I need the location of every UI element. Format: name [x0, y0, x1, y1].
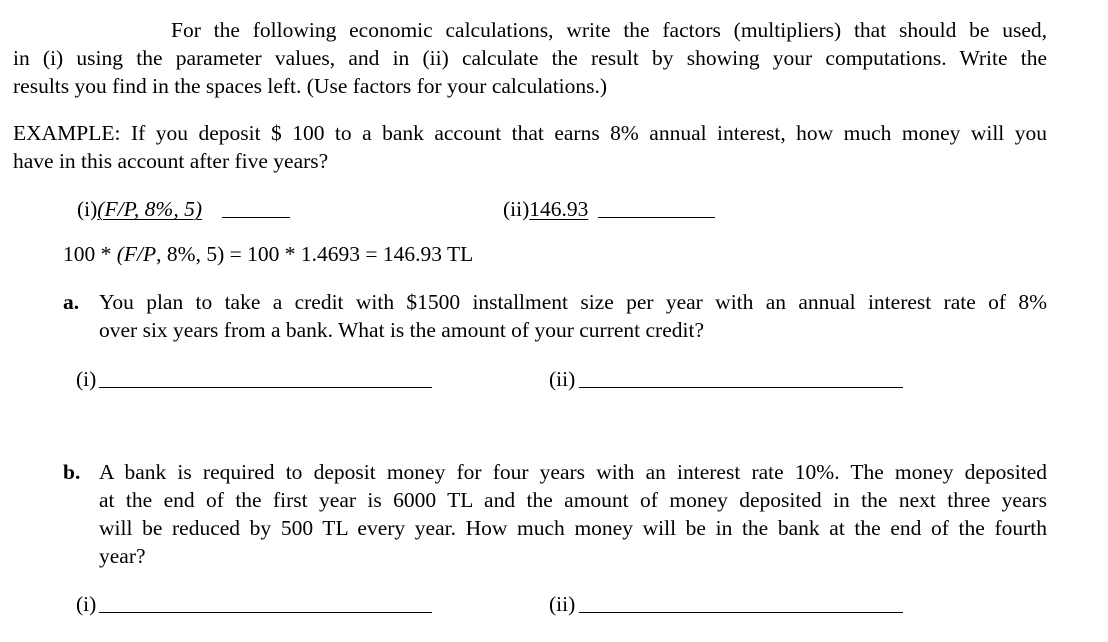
example-part-ii-answer: 146.93 [529, 197, 589, 221]
question-b-text [99, 458, 1047, 570]
question-b-part-ii-label: (ii) [549, 592, 576, 616]
example-calc-prefix: 100 * [63, 242, 117, 266]
example-part-i-line [222, 217, 290, 218]
instructions-line-3: results you find in the spaces left. (Use factors for your calculations.) [13, 74, 608, 98]
question-b-letter: b. [63, 460, 81, 484]
question-a-line-1: You plan to take a credit with $1500 installment size per year with an annual interest rate of 8% [99, 290, 1047, 314]
example-part-ii-label: (ii) [503, 197, 530, 221]
question-a-text [99, 288, 1047, 344]
example-paragraph [13, 119, 1047, 175]
question-a-letter: a. [63, 290, 80, 314]
example-part-ii [503, 195, 588, 223]
instructions-paragraph [13, 16, 1053, 100]
example-line-1: EXAMPLE: If you deposit $ 100 to a bank account that earns 8% annual interest, how much money will you [13, 121, 1047, 145]
question-b-line-2: at the end of the first year is 6000 TL and the amount of money deposited in the next three years [99, 488, 1047, 512]
question-b-part-i-label: (i) [76, 592, 97, 616]
example-part-i [77, 195, 202, 223]
example-calculation [63, 240, 473, 268]
example-part-ii-line [598, 217, 715, 218]
question-b-part-ii-answer-line[interactable] [579, 612, 903, 613]
question-a-part-ii-answer-line[interactable] [579, 387, 903, 388]
question-a-part-i-answer-line[interactable] [99, 387, 432, 388]
question-b-line-1: A bank is required to deposit money for four years with an interest rate 10%. The money deposited [99, 460, 1047, 484]
instructions-line-1: For the following economic calculations, write the factors (multipliers) that should be used, [171, 18, 1047, 42]
example-line-2: have in this account after five years? [13, 149, 329, 173]
question-b-line-4: year? [99, 544, 146, 568]
question-b-line-3: will be reduced by 500 TL every year. How much money will be in the bank at the end of the fourth [99, 516, 1047, 540]
example-calc-suffix: , 8%, 5) = 100 * 1.4693 = 146.93 TL [156, 242, 474, 266]
example-calc-factor: (F/P [116, 242, 157, 266]
example-part-i-label: (i) [77, 197, 98, 221]
question-b-part-i-answer-line[interactable] [99, 612, 432, 613]
instructions-line-2: in (i) using the parameter values, and in (ii) calculate the result by showing your computations. Write the [13, 46, 1047, 70]
question-a-part-ii-label: (ii) [549, 367, 576, 391]
question-a-line-2: over six years from a bank. What is the amount of your current credit? [99, 318, 704, 342]
example-part-i-answer: (F/P, 8%, 5) [97, 197, 202, 221]
question-a-part-i-label: (i) [76, 367, 97, 391]
